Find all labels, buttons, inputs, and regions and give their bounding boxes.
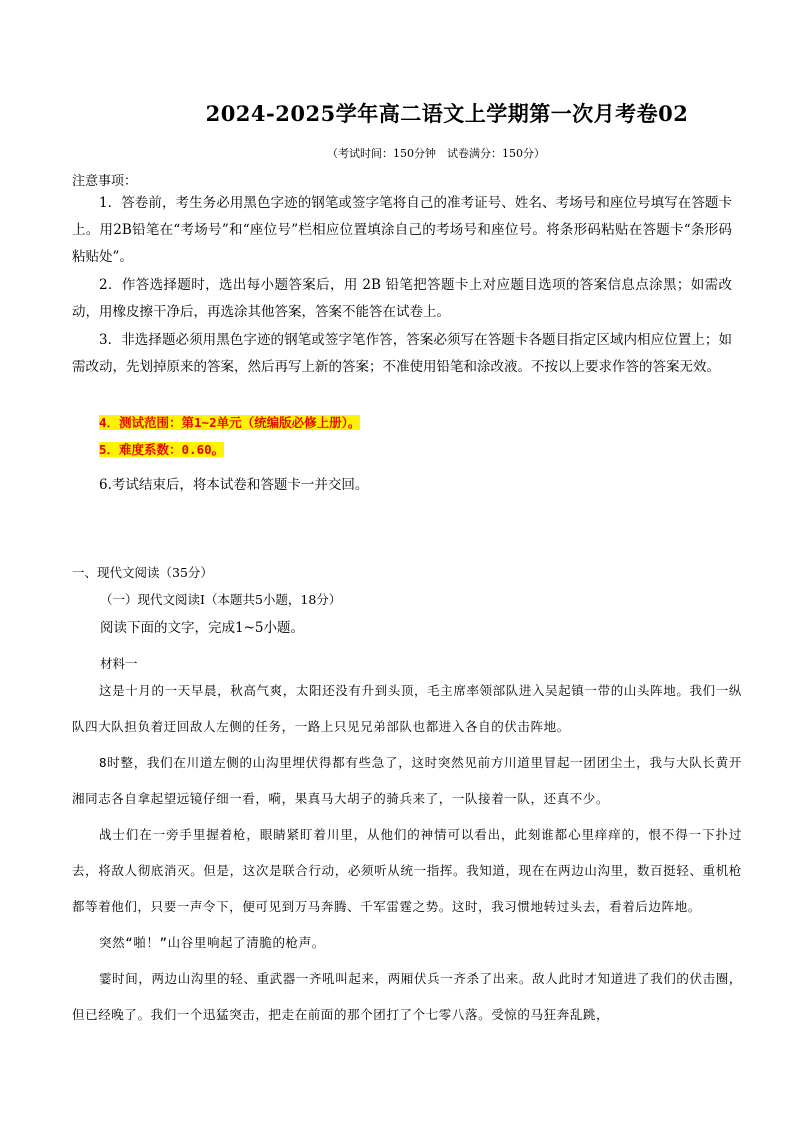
subsection-heading: （一）现代文阅读Ⅰ（本题共5小题，18分） (100, 592, 342, 607)
section-heading: 一、现代文阅读（35分） (72, 565, 213, 580)
paragraph-2: 8时整，我们在川道左侧的山沟里埋伏得都有些急了，这时突然见前方川道里冒起一团团尘土，我与大队长黄开湘同志各自拿起望远镜仔细一看，嗬，果真马大胡子的骑兵来了，一队接着一队，还真不少。 (72, 755, 742, 806)
note-4 (72, 409, 732, 437)
note-5-highlight: 5．难度系数：0.60。 (99, 442, 225, 457)
note-1: 1．答卷前，考生务必用黑色字迹的钢笔或签字笔将自己的准考证号、姓名、考场号和座位号填写在答题卡上。用2B铅笔在“考场号”和“座位号”栏相应位置填涂自己的考场号和座位号。将条形码粘贴在答题卡“条形码粘贴处”。 (72, 195, 732, 265)
notes-heading: 注意事项： (72, 174, 138, 189)
paragraph-5: 霎时间，两边山沟里的轻、重武器一齐吼叫起来，两厢伏兵一齐杀了出来。敌人此时才知道进了我们的伏击圈，但已经晚了。我们一个迅猛突击，把走在前面的那个团打了个七零八落。受惊的马狂奔乱跳， (72, 971, 742, 1022)
note-2: 2．作答选择题时，选出每小题答案后，用 2B 铅笔把答题卡上对应题目选项的答案信息点涂黑；如需改动，用橡皮擦干净后，再选涂其他答案，答案不能答在试卷上。 (72, 277, 732, 320)
paragraph-1: 这是十月的一天早晨，秋高气爽，太阳还没有升到头顶，毛主席率领部队进入吴起镇一带的山头阵地。我们一纵队四大队担负着迂回敌人左侧的任务，一路上只见兄弟部队也都进入各自的伏击阵地。 (72, 683, 742, 734)
exam-title: 2024-2025学年高二语文上学期第一次月考卷02 (205, 101, 689, 126)
material-label: 材料一 (100, 656, 138, 671)
reading-instruction: 阅读下面的文字，完成1~5小题。 (100, 620, 304, 636)
paragraph-4: 突然“啪！”山谷里响起了清脆的枪声。 (99, 935, 325, 950)
note-3: 3．非选择题必须用黑色字迹的钢笔或签字笔作答，答案必须写在答题卡各题目指定区域内相应位置上；如需改动，先划掉原来的答案，然后再写上新的答案；不准使用铅笔和涂改液。不按以上要求作答的答案无效。 (72, 332, 732, 375)
note-4-highlight: 4．测试范围：第1~2单元（统编版必修上册）。 (99, 415, 361, 430)
exam-subtitle: （考试时间：150分钟 试卷满分：150分） (327, 147, 545, 160)
note-5 (72, 436, 732, 464)
paragraph-3: 战士们在一旁手里握着枪，眼睛紧盯着川里，从他们的神情可以看出，此刻谁都心里痒痒的，恨不得一下扑过去，将敌人彻底消灭。但是，这次是联合行动，必须听从统一指挥。我知道，现在在两边山沟里，数百挺轻、重机枪都等着他们，只要一声令下，便可见到万马奔腾、千军雷霆之势。这时，我习惯地转过头去，看着后边阵地。 (72, 827, 742, 914)
note-6: 6.考试结束后，将本试卷和答题卡一并交回。 (99, 477, 369, 493)
